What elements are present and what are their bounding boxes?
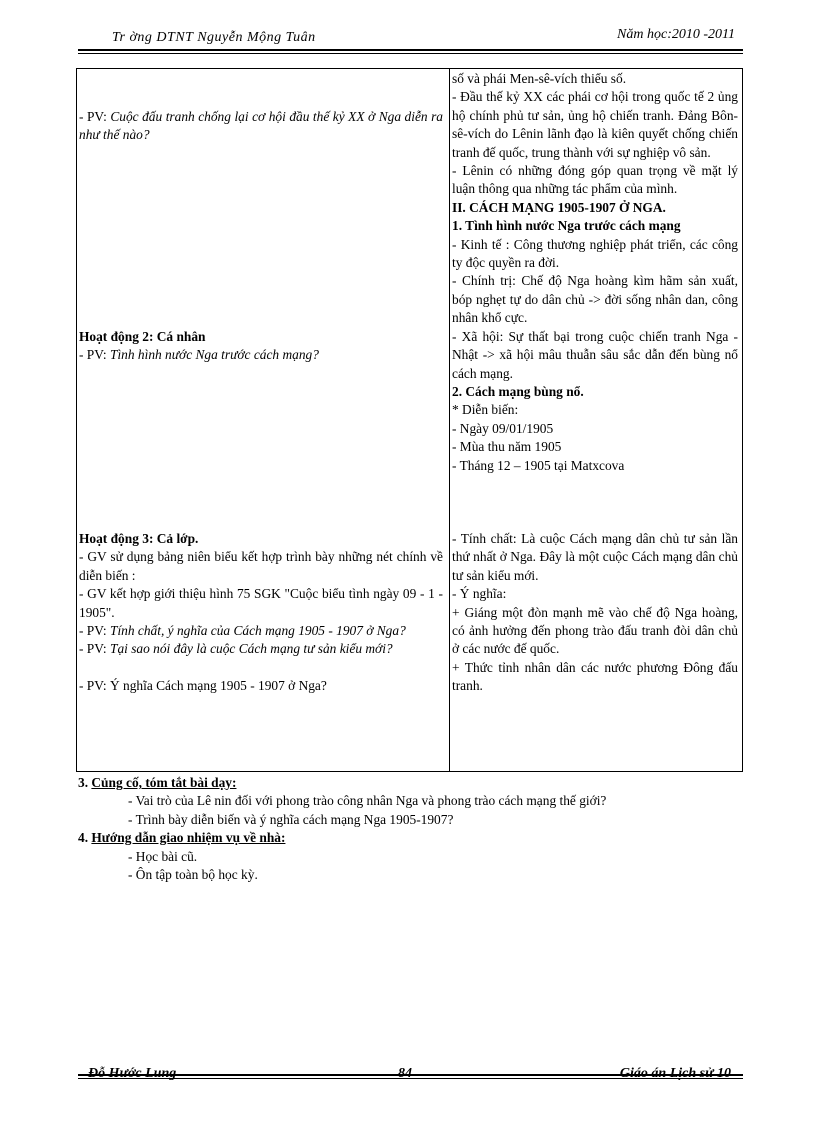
section-3-item: - Trình bày diễn biến và ý nghĩa cách mạng Nga 1905-1907?	[128, 811, 454, 827]
left-question-2: - PV: Tình hình nước Nga trước cách mạng?	[79, 347, 319, 363]
section-3	[78, 774, 606, 884]
page-header	[78, 22, 743, 54]
activity-2-title: Hoạt động 2: Cá nhân	[79, 329, 206, 344]
school-year: Năm học:2010 -2011	[617, 27, 735, 42]
section-3-heading: 3. Củng cố, tóm tắt bài dạy:	[78, 775, 237, 790]
subsection-heading: 2. Cách mạng bùng nổ.	[452, 383, 584, 399]
school-name: Tr ờng DTNT Nguyễn Mộng Tuân	[112, 30, 316, 45]
right-line: * Diễn biến:	[452, 402, 519, 418]
right-line: - Chính trị: Chế độ Nga hoàng kìm hãm sản xuất, bóp nghẹt tự do dân chủ -> đời sống nhân dan, công nhân khổ cực.	[452, 273, 738, 326]
section-4-heading: 4. Hướng dẫn giao nhiệm vụ về nhà:	[78, 830, 286, 846]
right-column-top	[452, 70, 738, 475]
activity-3-title: Hoạt động 3: Cả lớp.	[79, 531, 199, 546]
right-line: + Giáng một đòn mạnh mẽ vào chế độ Nga hoàng, có ảnh hưởng đến phong trào đấu tranh đòi dân chủ ở các nước đế quốc.	[452, 604, 738, 657]
right-line: - Mùa thu năm 1905	[452, 439, 562, 455]
right-line: - Tính chất: Là cuộc Cách mạng dân chủ tư sản lần thứ nhất ở Nga. Đây là một cuộc Cách mạng dân chủ tư sản kiểu mới.	[452, 531, 738, 583]
right-column-bottom	[452, 530, 738, 696]
footer-author: Đỗ Hước Lung	[88, 1066, 177, 1081]
page-footer	[78, 1068, 743, 1094]
left-question-1: - PV: Cuộc đấu tranh chống lại cơ hội đầu thế kỷ XX ở Nga diễn ra như thế nào?	[79, 109, 444, 143]
header-rule-thin	[78, 53, 743, 54]
right-line: số và phái Men-sê-vích thiểu số.	[452, 71, 627, 86]
right-line: - Đầu thế kỷ XX các phái cơ hội trong quốc tế 2 ủng hộ chính phủ tư sản, ủng hộ chiến tranh. Đảng Bôn-sê-vích do Lênin lãnh đạo là kiên quyết chống chiến tranh đế quốc, trung thành với sự nghiệp vô sản.	[452, 89, 738, 160]
section-4-item: - Ôn tập toàn bộ học kỳ.	[128, 867, 258, 883]
section-3-item: - Vai trò của Lê nin đối với phong trào công nhân Nga và phong trào cách mạng thế giới?	[128, 793, 607, 809]
right-line: - Tháng 12 – 1905 tại Matxcova	[452, 457, 625, 473]
right-line: - Xã hội: Sự thất bại trong cuộc chiến tranh Nga - Nhật -> xã hội mâu thuẫn sâu sắc dẫn đến bùng nổ cách mạng.	[452, 328, 738, 381]
footer-subject: Giáo án Lịch sử 10	[619, 1066, 731, 1081]
left-question-5: - PV: Ý nghĩa Cách mạng 1905 - 1907 ở Nga?	[79, 677, 327, 693]
left-line-2: - GV kết hợp giới thiệu hình 75 SGK "Cuộc biểu tình ngày 09 - 1 - 1905".	[79, 586, 443, 620]
column-divider	[449, 69, 450, 771]
right-line: - Ngày 09/01/1905	[452, 420, 554, 436]
left-question-3: - PV: Tính chất, ý nghĩa của Cách mạng 1905 - 1907 ở Nga?	[79, 623, 406, 639]
right-line: - Kinh tế : Công thương nghiệp phát triển, các công ty độc quyền ra đời.	[452, 236, 738, 271]
right-line: + Thức tỉnh nhân dân các nước phương Đông đấu tranh.	[452, 659, 738, 694]
activity-2	[79, 328, 443, 365]
subsection-heading: 1. Tình hình nước Nga trước cách mạng	[452, 218, 681, 234]
left-question-4: - PV: Tại sao nói đây là cuộc Cách mạng tư sản kiểu mới?	[79, 641, 393, 657]
header-rule	[78, 49, 743, 51]
right-line: - Ý nghĩa:	[452, 586, 507, 602]
page-number: 84	[398, 1066, 412, 1081]
right-line: - Lênin có những đóng góp quan trọng về mặt lý luận thông qua những tác phẩm của mình.	[452, 163, 738, 197]
left-line-1: - GV sử dụng bảng niên biểu kết hợp trình bày những nét chính về diễn biến :	[79, 549, 443, 583]
section-4-item: - Học bài cũ.	[128, 848, 198, 864]
activity-3	[79, 530, 443, 695]
section-heading: II. CÁCH MẠNG 1905-1907 Ở NGA.	[452, 199, 666, 215]
